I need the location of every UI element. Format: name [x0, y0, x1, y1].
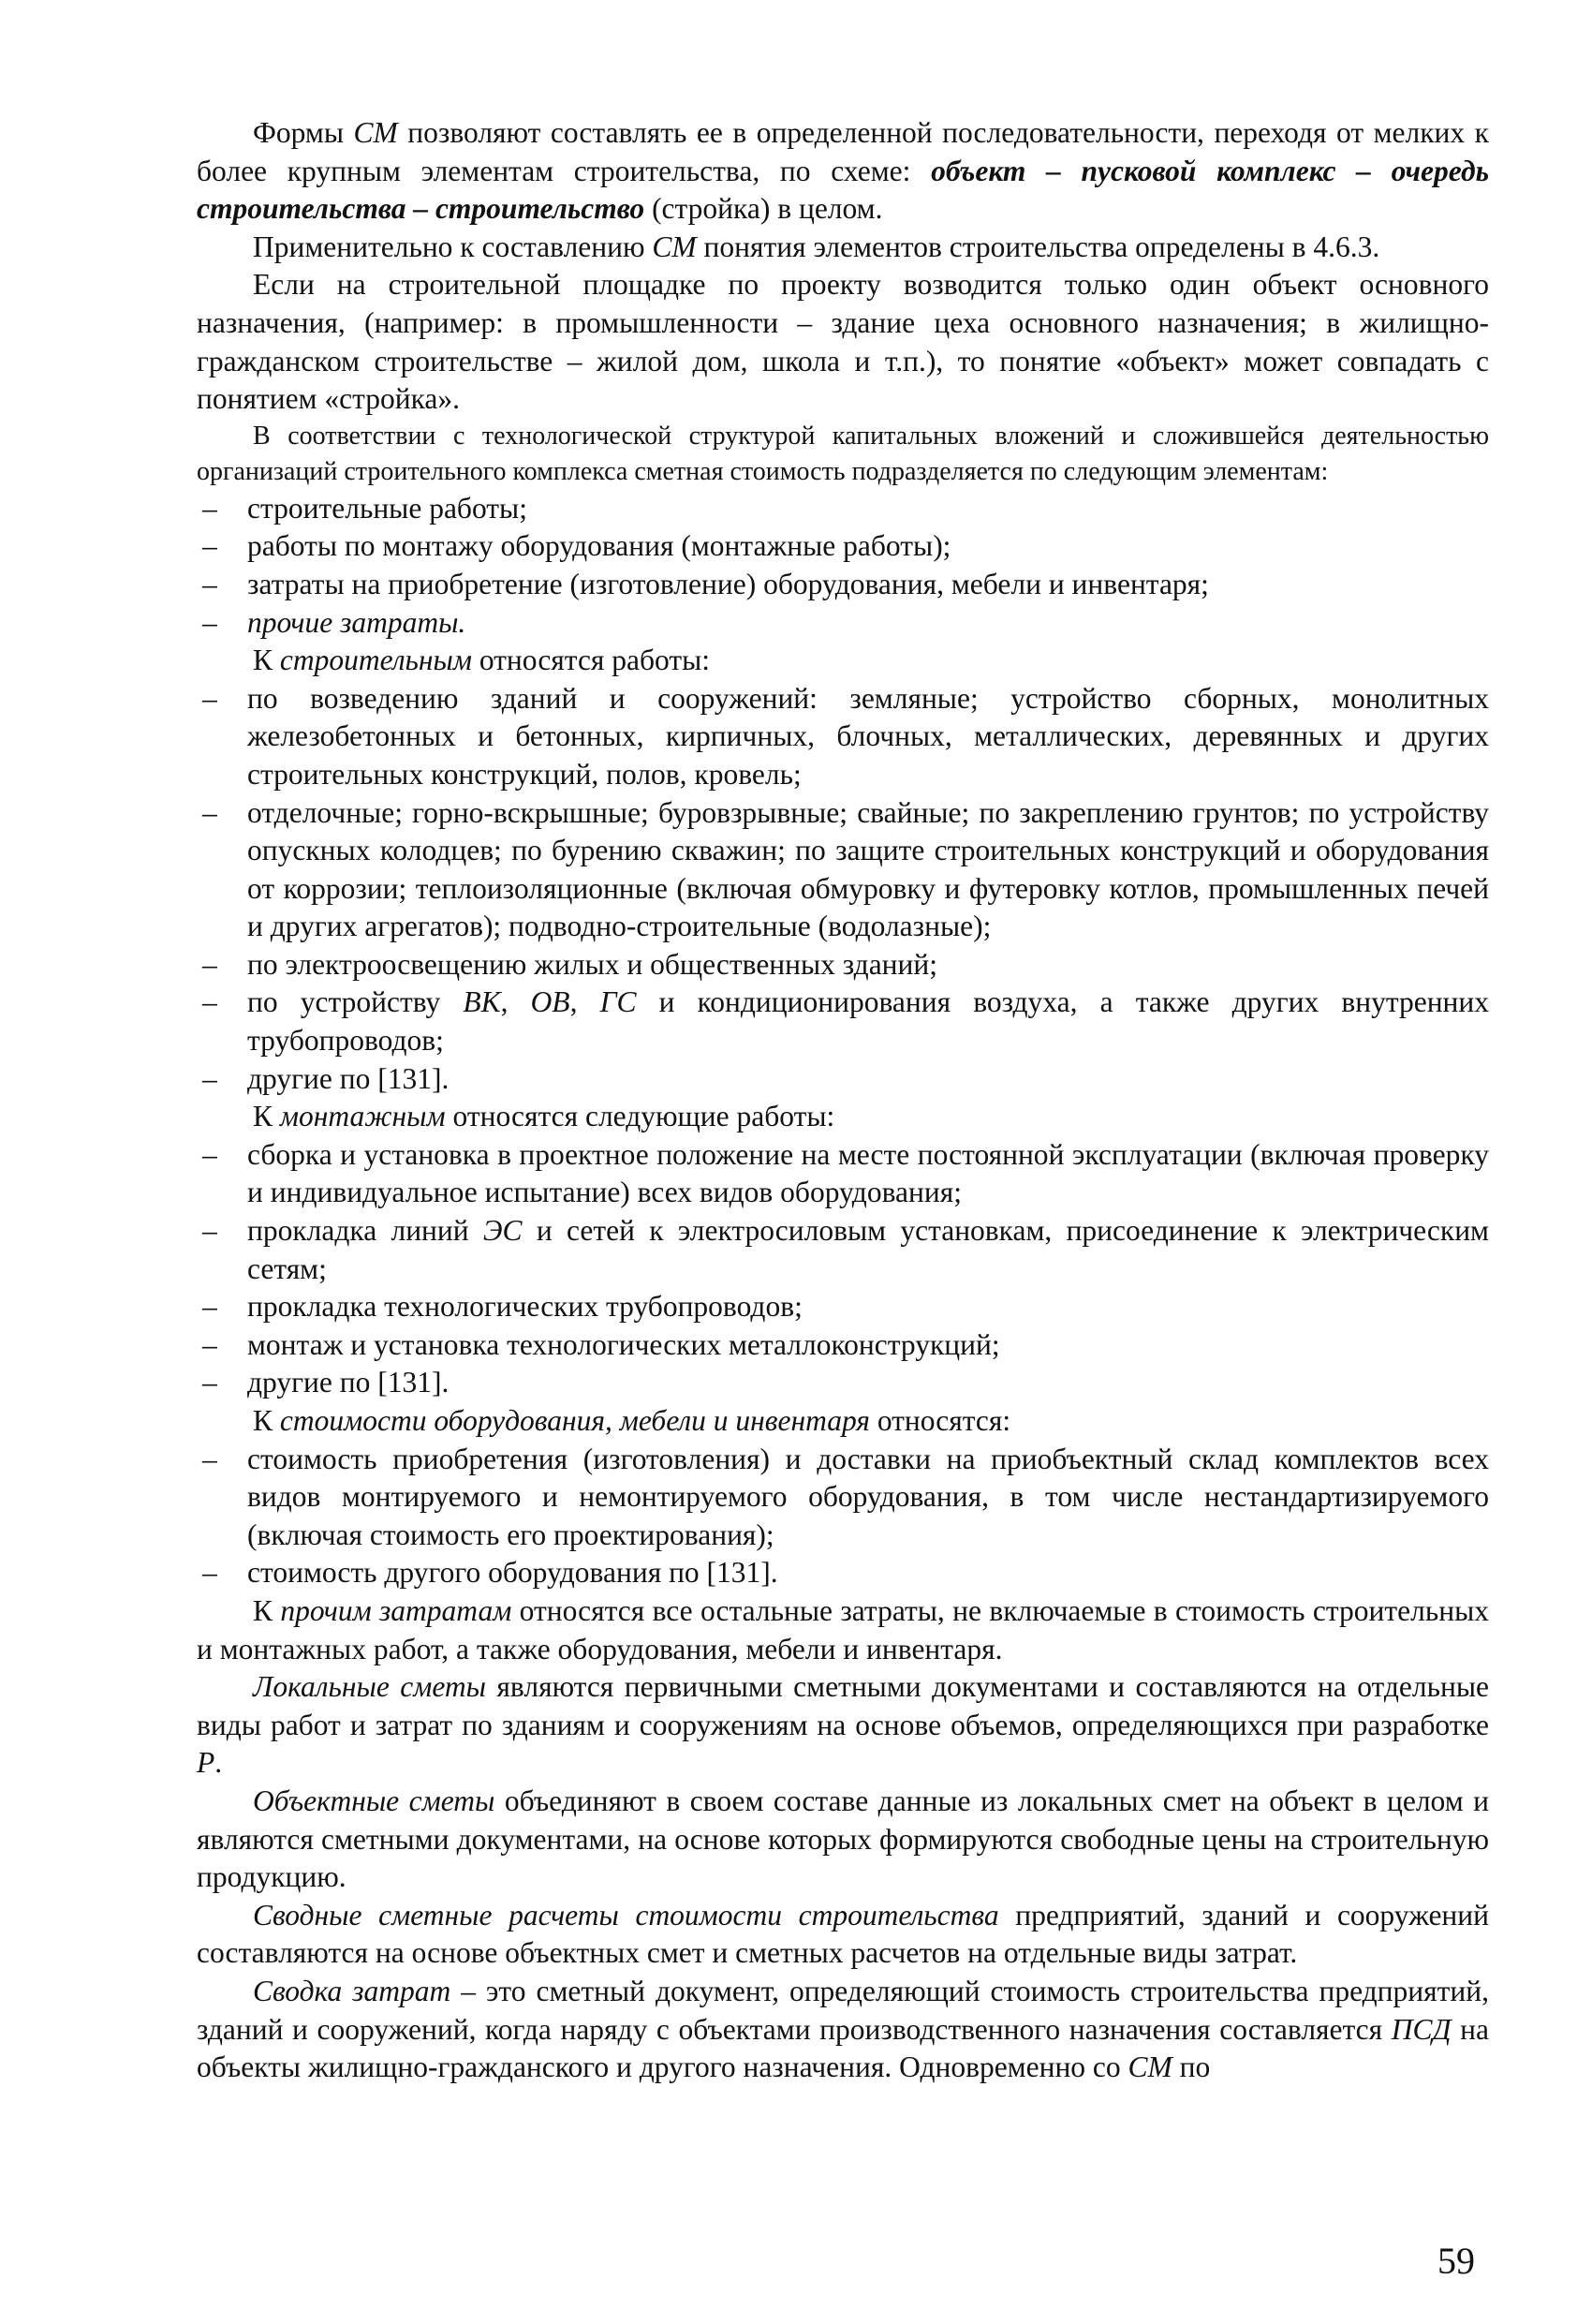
list-item: – прокладка линий ЭС и сетей к электросиловым установкам, присоединение к электрическим сетям;	[197, 1212, 1489, 1288]
list-item: – строительные работы;	[197, 490, 1489, 528]
list-item: – прокладка технологических трубопроводов;	[197, 1288, 1489, 1326]
list-construction-works	[197, 680, 1489, 1099]
list-item: – прочие затраты.	[197, 604, 1489, 643]
list-item: – другие по [131].	[197, 1060, 1489, 1099]
list-item: – стоимость другого оборудования по [131].	[197, 1554, 1489, 1592]
list-item: – затраты на приобретение (изготовление) оборудования, мебели и инвентаря;	[197, 566, 1489, 604]
list-item: – по электроосвещению жилых и общественных зданий;	[197, 946, 1489, 984]
paragraph-3: Если на строительной площадке по проекту возводится только один объект основного назначения, (например: в промышленности – здание цеха основного назначения; в жилищно-гражданском строительстве – жилой дом, школа и т.п.), то понятие «объект» может совпадать с понятием «стройка».	[197, 268, 1489, 416]
paragraph-12: Сводка затрат – это сметный документ, определяющий стоимость строительства предприятий, зданий и сооружений, когда наряду с объектами производственного назначения составляется ПСД на объекты жилищно-гражданского и другого назначения. Одновременно со СМ по	[197, 1974, 1489, 2084]
paragraph-1: Формы СМ позволяют составлять ее в определенной последовательности, переходя от мелких к более крупным элементам строительства, по схеме: объект – пусковой комплекс – очередь строительства – строительство (стройка) в целом.	[197, 116, 1489, 226]
list-item: – монтаж и установка технологических металлоконструкций;	[197, 1326, 1489, 1365]
paragraph-7: К стоимости оборудования, мебели и инвентаря относятся:	[253, 1404, 1011, 1437]
list-item: – работы по монтажу оборудования (монтажные работы);	[197, 527, 1489, 566]
list-item: – по устройству ВК, ОВ, ГС и кондиционирования воздуха, а также других внутренних трубопроводов;	[197, 984, 1489, 1059]
paragraph-4: В соответствии с технологической структурой капитальных вложений и сложившейся деятельностью организаций строительного комплекса сметная стоимость подразделяется по следующим элементам:	[197, 421, 1489, 486]
list-item: – другие по [131].	[197, 1364, 1489, 1402]
list-item: – отделочные; горно-вскрышные; буровзрывные; свайные; по закреплению грунтов; по устройству опускных колодцев; по бурению скважин; по защите строительных конструкций и оборудования от коррозии; теплоизоляционные (включая обмуровку и футеровку котлов, промышленных печей и других агрегатов); подводно-строительные (водолазные);	[197, 794, 1489, 946]
paragraph-9: Локальные сметы являются первичными сметными документами и составляются на отдельные виды работ и затрат по зданиям и сооружениям на основе объемов, определяющихся при разработке Р.	[197, 1670, 1489, 1780]
list-equipment-costs	[197, 1441, 1489, 1592]
list-installation-works	[197, 1136, 1489, 1402]
paragraph-11: Сводные сметные расчеты стоимости строительства предприятий, зданий и сооружений составляются на основе объектных смет и сметных расчетов на отдельные виды затрат.	[197, 1898, 1489, 1970]
paragraph-10: Объектные сметы объединяют в своем составе данные из локальных смет на объект в целом и являются сметными документами, на основе которых формируются свободные цены на строительную продукцию.	[197, 1784, 1489, 1894]
paragraph-2: Применительно к составлению СМ понятия элементов строительства определены в 4.6.3.	[253, 229, 1380, 263]
list-item: – стоимость приобретения (изготовления) и доставки на приобъектный склад комплектов всех видов монтируемого и немонтируемого оборудования, в том числе нестандартизируемого (включая стоимость его проектирования);	[197, 1441, 1489, 1555]
paragraph-5: К строительным относятся работы:	[253, 644, 711, 677]
list-item: – по возведению зданий и сооружений: земляные; устройство сборных, монолитных железобетонных и бетонных, кирпичных, блочных, металлических, деревянных и других строительных конструкций, полов, кровель;	[197, 680, 1489, 794]
list-cost-elements	[197, 490, 1489, 642]
paragraph-6: К монтажным относятся следующие работы:	[253, 1100, 835, 1133]
page-body	[197, 114, 1489, 2087]
page-number: 59	[1437, 2240, 1475, 2282]
paragraph-8: К прочим затратам относятся все остальные затраты, не включаемые в стоимость строительных и монтажных работ, а также оборудования, мебели и инвентаря.	[197, 1593, 1489, 1665]
list-item: – сборка и установка в проектное положение на месте постоянной эксплуатации (включая проверку и индивидуальное испытание) всех видов оборудования;	[197, 1136, 1489, 1212]
